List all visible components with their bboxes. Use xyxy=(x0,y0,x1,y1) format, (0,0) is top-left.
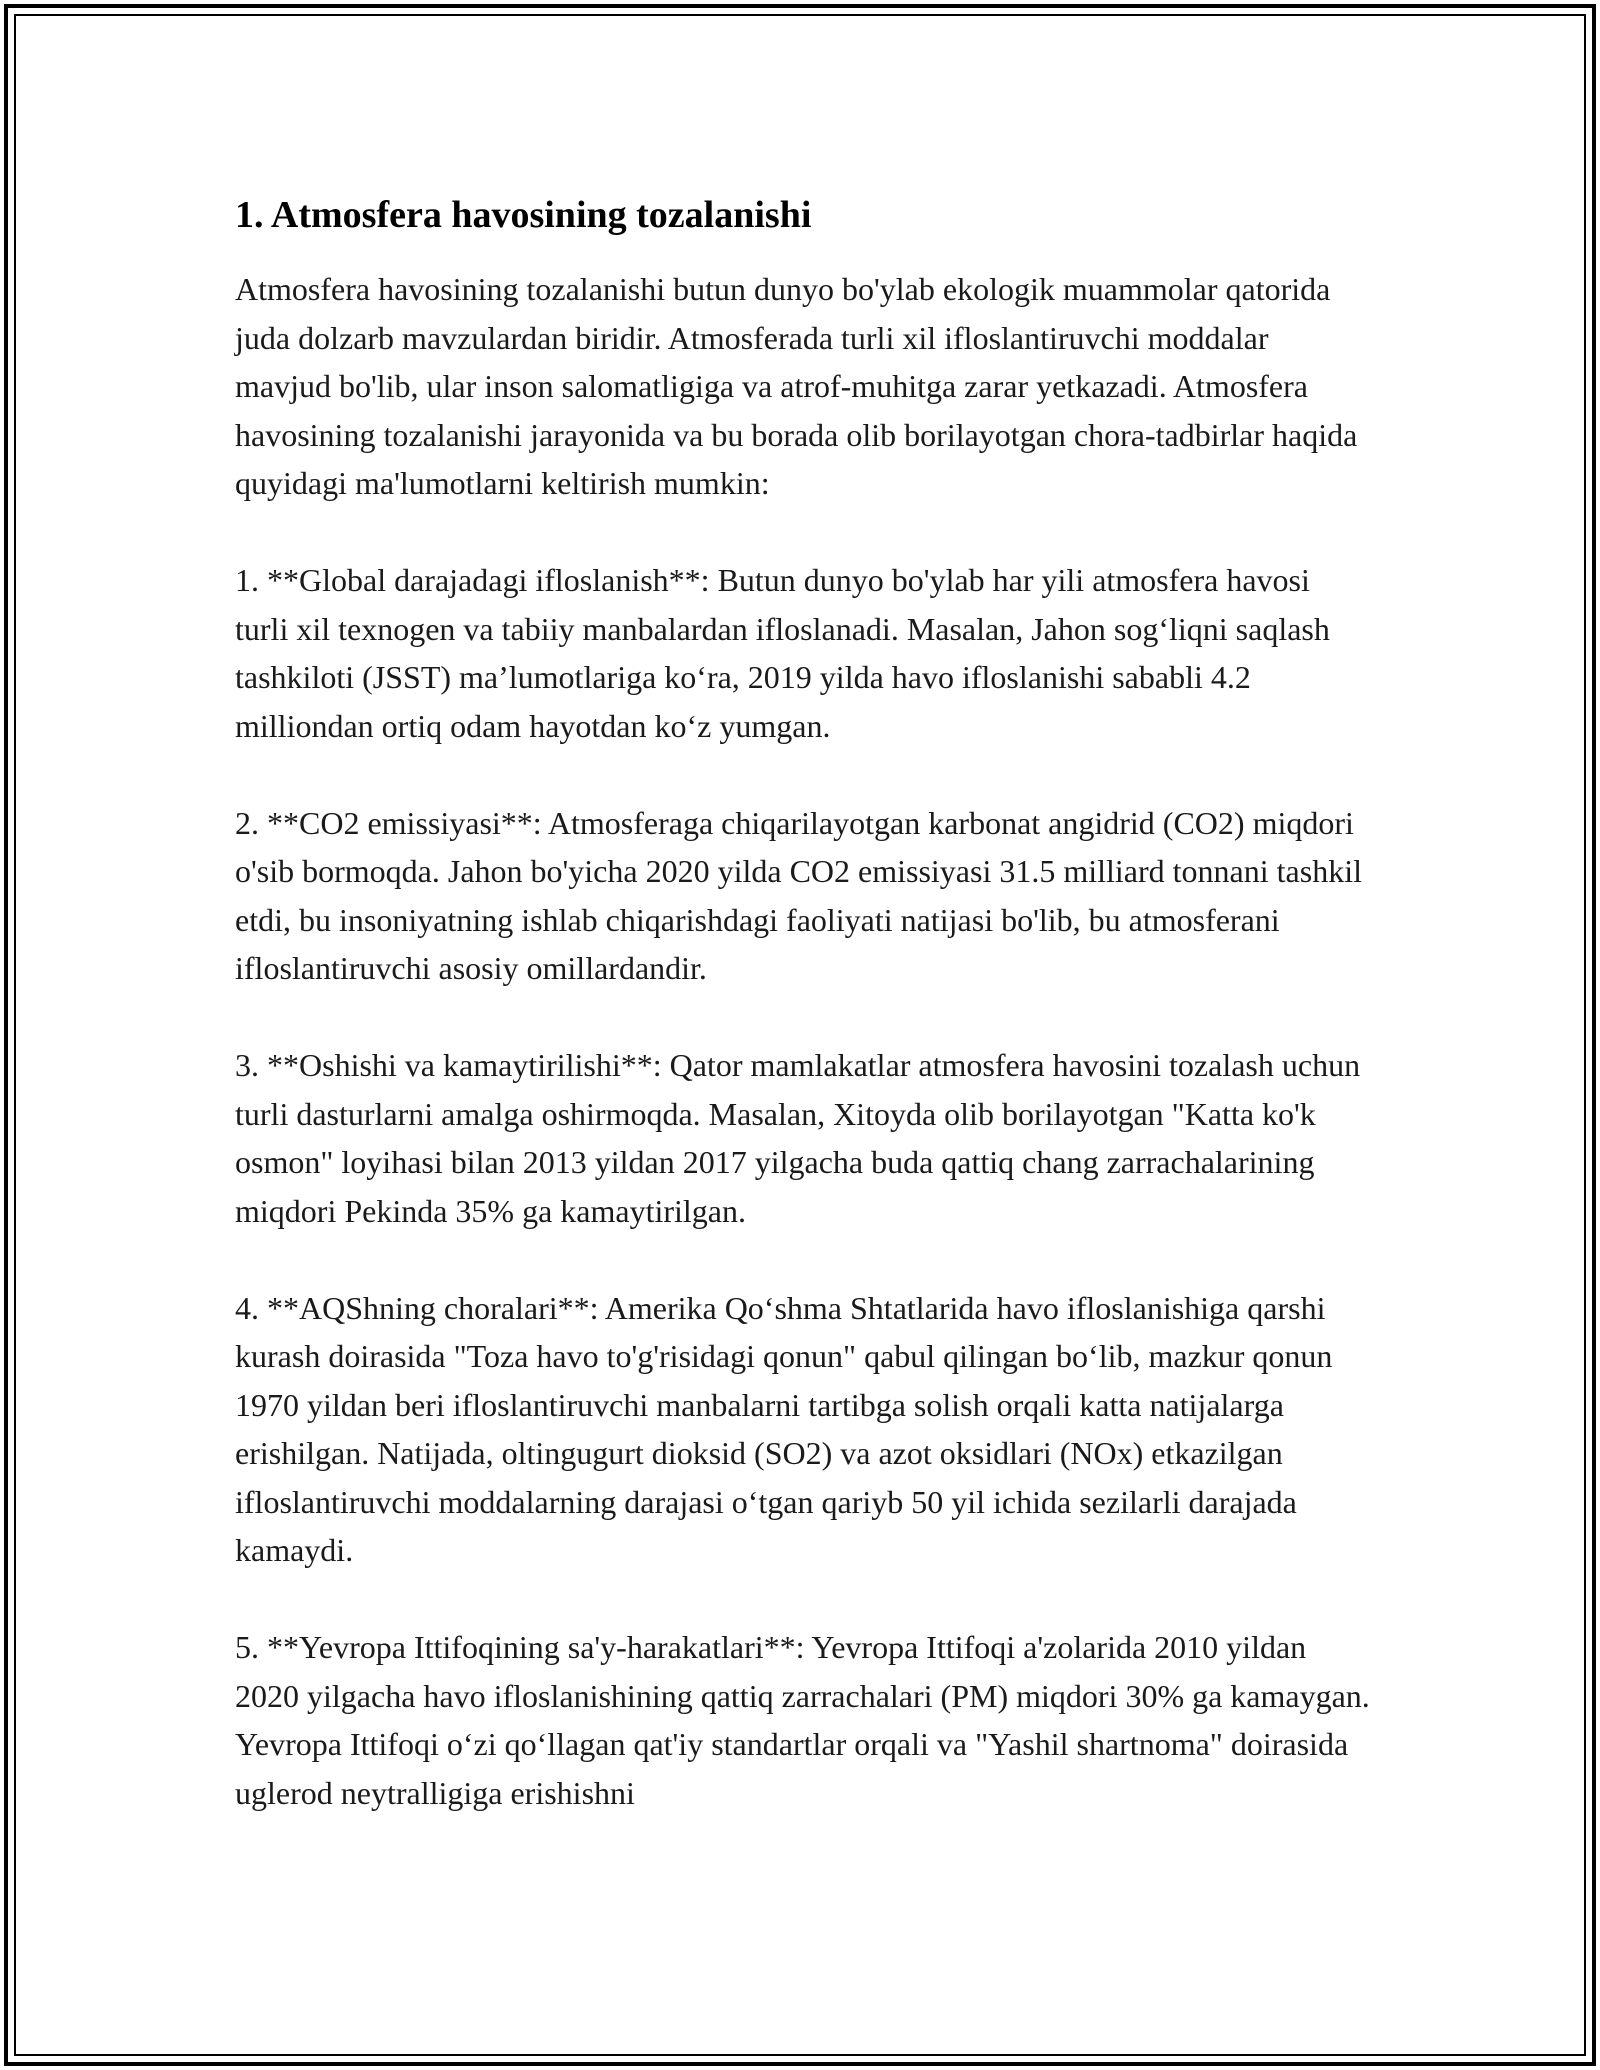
list-item-global-pollution: 1. **Global darajadagi ifloslanish**: Butun dunyo bo'ylab har yili atmosfera havosi turli xil texnogen va tabiiy manbalardan ifloslanadi. Masalan, Jahon sog‘liqni saqlash tashkiloti (JSST) ma’lumotlariga ko‘ra, 2019 yilda havo ifloslanishi sababli 4.2 milliondan ortiq odam hayotdan ko‘z yumgan. xyxy=(235,562,1330,744)
list-item-growth-reduction: 3. **Oshishi va kamaytirilishi**: Qator mamlakatlar atmosfera havosini tozalash uchun turli dasturlarni amalga oshirmoqda. Masalan, Xitoyda olib borilayotgan "Katta ko'k osmon" loyihasi bilan 2013 yildan 2017 yilgacha buda qattiq chang zarrachalarining miqdori Pekinda 35% ga kamaytirilgan. xyxy=(235,1047,1361,1229)
list-item-eu-efforts: 5. **Yevropa Ittifoqining sa'y-harakatlari**: Yevropa Ittifoqi a'zolarida 2010 yildan 2020 yilgacha havo ifloslanishining qattiq zarrachalari (PM) miqdori 30% ga kamaygan. Yevropa Ittifoqi o‘zi qo‘llagan qat'iy standartlar orqali va "Yashil shartnoma" doirasida uglerod neytralligiga erishishni xyxy=(235,1629,1370,1811)
document-body xyxy=(235,185,1370,1866)
list-item-co2-emission: 2. **CO2 emissiyasi**: Atmosferaga chiqarilayotgan karbonat angidrid (CO2) miqdori o'sib bormoqda. Jahon bo'yicha 2020 yilda CO2 emissiyasi 31.5 milliard tonnani tashkil etdi, bu insoniyatning ishlab chiqarishdagi faoliyati natijasi bo'lib, bu atmosferani ifloslantiruvchi asosiy omillardandir. xyxy=(235,804,1362,986)
list-item-usa-measures: 4. **AQShning choralari**: Amerika Qo‘shma Shtatlarida havo ifloslanishiga qarshi kurash doirasida "Toza havo to'g'risidagi qonun" qabul qilingan bo‘lib, mazkur qonun 1970 yildan beri ifloslantiruvchi manbalarni tartibga solish orqali katta natijalarga erishilgan. Natijada, oltingugurt dioksid (SO2) va azot oksidlari (NOx) etkazilgan ifloslantiruvchi moddalarning darajasi o‘tgan qariyb 50 yil ichida sezilarli darajada kamaydi. xyxy=(235,1289,1333,1568)
section-heading: 1. Atmosfera havosining tozalanishi xyxy=(235,194,812,236)
intro-paragraph: Atmosfera havosining tozalanishi butun dunyo bo'ylab ekologik muammolar qatorida juda dolzarb mavzulardan biridir. Atmosferada turli xil ifloslantiruvchi moddalar mavjud bo'lib, ular inson salomatligiga va atrof-muhitga zarar yetkazadi. Atmosfera havosining tozalanishi jarayonida va bu borada olib borilayotgan chora-tadbirlar haqida quyidagi ma'lumotlarni keltirish mumkin: xyxy=(235,271,1358,501)
